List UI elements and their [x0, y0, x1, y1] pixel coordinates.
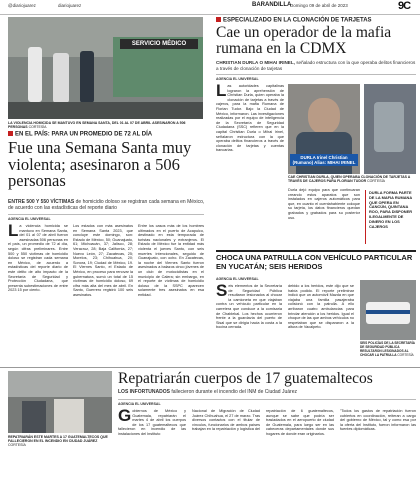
- social-handle-2: diariojuarez: [58, 3, 82, 8]
- mugshot-label: DURLA Irinel Christian (Rumano) Alias: MIHAI IRINEL: [290, 154, 358, 166]
- story4-photo-caption: REPATRIARÁN ESTE MARTES A 17 GUATEMALTECOS QUE FALLECIERON EN EL INCENDIO EN CIUDAD JUÁREZ CORTESÍA: [8, 435, 108, 448]
- person-figure: [28, 47, 42, 102]
- story2-mugshot: [288, 84, 360, 174]
- story2-col2: Durla dejó equipo para que continuaran creando estos aparatos que son instalados en cajeros automáticos para que, en cuanto el cuentahabiente coloque su tarjeta, los datos financieros quedan grabados y grabados para su posterior uso.: [288, 188, 360, 220]
- section-name: BARANDILLA: [252, 2, 292, 8]
- story2-agency: AGENCIA EL UNIVERSAL: [216, 77, 259, 81]
- person-figure: [80, 51, 94, 103]
- person-figure: [54, 399, 84, 433]
- story1-kicker: EN EL PAÍS: PARA UN PROMEDIO DE 72 AL DÍA: [8, 131, 203, 138]
- story1-subhead: ENTRE 500 Y 550 VÍCTIMAS de homicidio doloso se registran cada semana en México, de acuerdo con las estadísticas del reporte diario: [8, 199, 205, 211]
- issue-date: Domingo 09 de abril de 2023: [290, 3, 348, 8]
- story1-col1: La violencia homicida se mantuvo en Semana Santa, del 01 al 07 de abril fueron asesinadas 506 personas en el país, un promedio de 72 al día, según cifras preliminares. Entre 500 y 550 víctimas de homicidio doloso se registran cada semana en México, de acuerdo a estadísticas del reporte diario de este delito de alto impacto de la Secretaría de Seguridad y Protección Ciudadana, que presenta subestimaciones de entre 2023 15 por ciento.: [8, 224, 68, 293]
- story3-col1: Seis elementos de la Secretaría de Seguridad Pública resultaron lesionados al chocar la camioneta en que viajaban contra un vehículo particular en la carretera que conduce a la comisaria de Chablekal. Los hechos ocurrieron frente a la guardavía del puerto de Sisal que se dirigía hacia la costa a la bocina cerrada.: [216, 284, 282, 330]
- story2-kicker: ESPECIALIZADO EN LA CLONACIÓN DE TARJETAS: [216, 17, 416, 24]
- story1-photo: [8, 17, 203, 119]
- story4-subhead: LOS INFORTUNADOS fallecieron durante el incendio del INM de Ciudad Juárez: [118, 389, 297, 395]
- story4-col3: repatriación de 6 guatemaltecos, aunque se sabe que podría ser trasladados en el aeropuerto de ciudad de Guatemala, para luego ser en las cabeceras departamentales donde sus hogares de donde eran originarios.: [266, 409, 334, 436]
- social-handle-1: @diariojuarez: [8, 3, 36, 8]
- story4-col2: Nacional de Migración de Ciudad Juárez Chihuahua, el 27 de marzo. Tras diversos contactos con el titular de vínculos, funcionarios de ambos países trabajan en la repatriación y logística del: [192, 409, 260, 432]
- story3-photo-caption: SEIS POLICÍAS DE LA SECRETARÍA DE SEGURIDAD PÚBLICA RESULTARON LESIONADOS AL CHOCAR LA PATRULLA CORTESÍA: [360, 341, 415, 357]
- story2-col1: Las autoridades capitalinas lograron la aprehensión de Christian Durla, quien operaba la clonación de tarjetas a través de cajeros, para la mafia Rumana de Florian Tudor. Bajo la Ciudad de México, informaron. Las investigaciones realizadas por el equipo de inteligencia de la Secretaría de Seguridad Ciudadana (SSC) refieren que en la capital Christian Durla o Mihai Irinel, señalaron estructura con la que operaba delitos financieros a través de clonación de tarjetas y cuentas bancarias.: [216, 84, 284, 153]
- story1-agency: AGENCIA EL UNIVERSAL: [8, 217, 51, 221]
- story3-agency: AGENCIA EL UNIVERSAL: [216, 277, 259, 281]
- story4-quote: "Todos los gastos de repatriación fueron cubiertos en coordinación, reiteran a cargo del gobierno de México, tal y como esa por la oferta del Instituto, fueron informaron las fuentes diplomáticas.: [340, 409, 416, 432]
- paper-logo: 9C: [398, 0, 411, 12]
- story4-agency: AGENCIA EL UNIVERSAL: [118, 402, 161, 406]
- sign-servicio-medico: SERVICIO MÉDICO: [120, 39, 198, 49]
- story3-headline: CHOCA UNA PATRULLA CON VEHÍCULO PARTICULAR EN YUCATÁN; SEIS HERIDOS: [216, 253, 413, 271]
- face: [308, 98, 340, 134]
- story1-headline: Fue una Semana Santa muy violenta; asesinaron a 506 personas: [8, 138, 192, 190]
- story3-photo: [360, 280, 416, 340]
- person-figure: [53, 53, 69, 103]
- story2-photo-secondary: [364, 84, 416, 174]
- story1-photo-caption: LA VIOLENCIA HOMICIDA SE MANTUVO EN SEMANA SANTA, DEL 01 AL 07 DE ABRIL ASESINARON A 506 PERSONAS CORTESÍA: [8, 121, 186, 130]
- story2-headline: Cae un operador de la mafia rumana en la CDMX: [216, 24, 392, 57]
- story1-col2: Los estados con más asesinatos en Semana Santa 2023, que concluye este domingo, son: Estado de México, 50; Guanajuato, 61; Michoacán, 37; Jalisco, 28; Veracruz, 28; Baja California, 27; Nuevo León, 27; Zacatecas, 25; Morelos, 23; Chihuahua, 20; Sonora, 19; Ciudad de México, 19. El Viernes Santo, el Estado de México, en proceso para renovar la gubernatura, sumó un total de 15 víctimas de homicidio doloso, 69 cifra más alta del mes de abril. En Santo, Guerrero registró 100 seis asesinatos.: [73, 224, 133, 297]
- person-figure: [22, 401, 46, 433]
- story2-subhead: CHRISTIAN DURLA O MIHAI IRINEL, señalado estructura con la que operaba delitos financieros a través de clonación de tarjetas: [216, 60, 416, 71]
- story2-photo-caption: CAE CHRISTIAN DURLA, QUIEN OPERABA CLONACIÓN DE TARJETAS A TRAVÉS DE CAJEROS PARA FLORIAN TUDOR CORTESÍA: [288, 175, 411, 184]
- story1-col3: Entre los casos más de los hombres ultimados en el puerto de Acapulco, destinado en esta temporada de turistas nacionales y extranjeros. El Estado de México fue la entidad más violenta el jueves Santo, con seis muertes intencionales, seguido de Guanajuato, con ocho. En Zacatecas, la noche del Viernes Santo fueron asesinados a balazos cinco jóvenes de un club de motociclistas en el municipio de Calera; sin embargo, en el reporte de víctimas de homicidio doloso de la SSPC aparecen solamente tres asesinatos en esa entidad.: [138, 224, 204, 297]
- story4-col1: Gobiernos de México y Guatemala, repatriarán el martes 4 de abril los cuerpos de los 17 guatemaltecos que fallecieron en incendio de las instalaciones del Instituto: [118, 409, 186, 436]
- story4-headline: Repatriarán cuerpos de 17 guatemaltecos: [118, 370, 373, 387]
- story3-col2: debido a los heridos, este dijo que se había podido. El reporte preliminar indicó que un automóvil Mazda en que viajaba una familia pasajeraba colisionó con la patrulla. A ello arribaron cuatro ambulancias para brindar atención a los heridos. Igual el choque de las que ambos vehículos no respetaban que se dispararon a la altura de Vacalpeto.: [288, 284, 354, 330]
- story2-sidebar-quote: DURLA FORMA PARTE DE LA MAFIA RUMANA QUE OPERA EN CANCÚN, QUINTANA ROO, PARA DISPONER ILEGALMENTE DE DINERO EN LOS CAJEROS: [369, 190, 413, 229]
- top-bar: [0, 0, 420, 15]
- story4-photo: [8, 371, 112, 433]
